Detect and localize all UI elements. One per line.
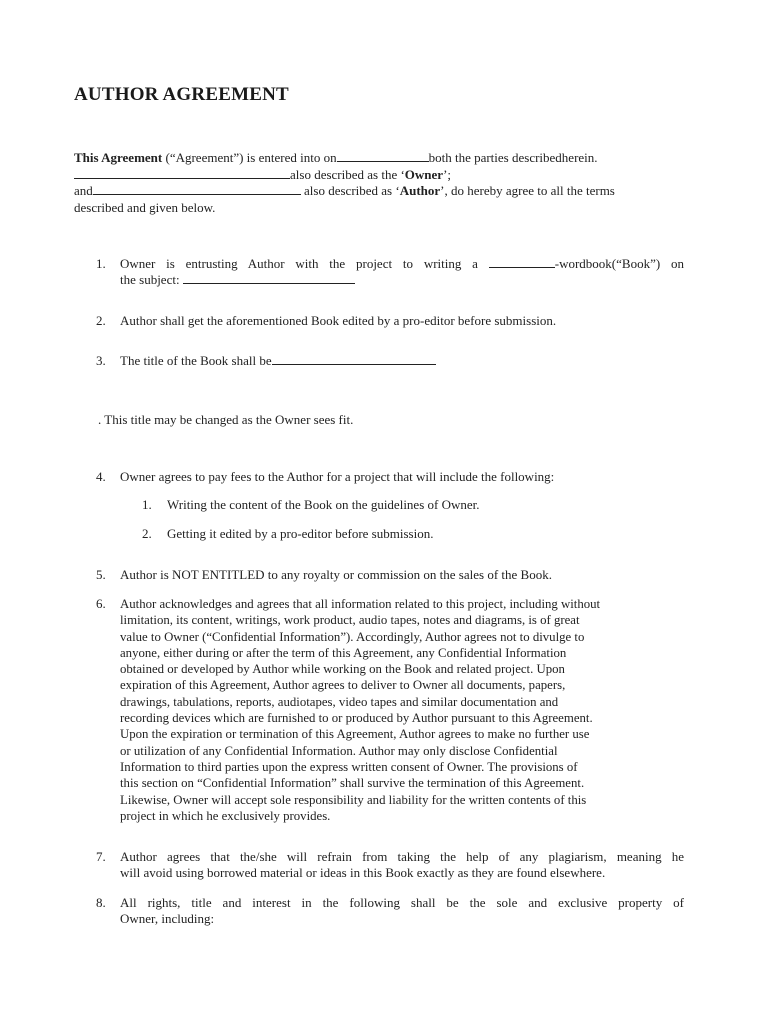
clause-line: Upon the expiration or termination of this Agreement, Author agrees to make no further use [120, 727, 590, 742]
clause-text: Owner agrees to pay fees to the Author for a project that will include the following: [120, 469, 555, 484]
clause-text: the subject: [120, 272, 180, 288]
clause-body [120, 895, 684, 928]
clause-2 [74, 313, 684, 329]
clause-number: 4. [96, 469, 106, 484]
author-name-blank [93, 183, 301, 195]
clause-text: -wordbook(“Book”) on [554, 256, 684, 271]
subclause-text: Writing the content of the Book on the guidelines of Owner. [167, 497, 480, 512]
clause-line: Author acknowledges and agrees that all information related to this project, including without [120, 597, 601, 611]
clause-number: 5. [96, 567, 106, 582]
intro-line-3 [74, 183, 674, 200]
subclause-4-1 [74, 497, 684, 513]
clause-4 [74, 469, 684, 485]
owner-name-blank [74, 167, 290, 179]
clause-line: Owner, including: [120, 911, 215, 927]
clause-line: this section on “Confidential Information” shall survive the termination of this Agreement. [120, 776, 585, 791]
clause-line: obtained or developed by Author while working on the Book and related project. Upon [120, 662, 565, 677]
clause-line: limitation, its content, writings, work product, audio tapes, notes and diagrams, is of great [120, 613, 580, 628]
clause-line: drawings, tabulations, reports, audiotapes, video tapes and similar documentation and [120, 694, 559, 709]
clause-line: Author agrees that the/she will refrain from taking the help of any plagiarism, meaning he [120, 849, 684, 864]
clause-8 [74, 895, 684, 928]
book-title-blank [272, 353, 436, 365]
clause-6 [74, 596, 684, 824]
clause-number: 6. [96, 596, 106, 611]
clause-text: The title of the Book shall be [120, 353, 272, 368]
intro-agreement-bold: This Agreement [74, 150, 163, 165]
intro-text: and [74, 183, 93, 198]
clause-body [120, 353, 684, 369]
owner-bold: Owner [404, 166, 444, 182]
intro-line-4: described and given below. [74, 199, 216, 215]
author-bold: Author [399, 183, 441, 198]
date-blank [337, 150, 429, 162]
clause-line: expiration of this Agreement, Author agrees to deliver to Owner all documents, papers, [120, 678, 566, 693]
word-count-blank [489, 256, 555, 268]
intro-paragraph [74, 150, 674, 216]
subject-blank [183, 272, 355, 284]
clause-text: Author is NOT ENTITLED to any royalty or commission on the sales of the Book. [120, 567, 552, 582]
clause-body [120, 256, 684, 289]
clause-7 [74, 849, 684, 882]
clause-line: project in which he exclusively provides. [120, 808, 331, 823]
subclause-4-2 [74, 526, 684, 542]
subclause-text: Getting it edited by a pro-editor before submission. [167, 526, 434, 541]
subclause-number: 1. [142, 497, 152, 512]
clause-number: 2. [96, 313, 106, 328]
clause-line: Information to third parties upon the express written consent of Owner. The provisions of [120, 759, 578, 774]
clause-number: 7. [96, 849, 106, 864]
intro-text: both the parties describedherein. [428, 150, 598, 165]
clause-text: Author shall get the aforementioned Book edited by a pro-editor before submission. [120, 313, 557, 328]
document-title: AUTHOR AGREEMENT [74, 84, 289, 105]
intro-text: also described as the ‘ [290, 166, 405, 182]
clause-3 [74, 353, 684, 369]
intro-line-1 [74, 150, 674, 167]
clause-line: anyone, either during or after the term of this Agreement, any Confidential Information [120, 645, 567, 660]
clause-1 [74, 256, 684, 289]
intro-text: ’, do hereby agree to all the terms [440, 183, 615, 198]
intro-text: also described as ‘ [300, 183, 400, 198]
clause-line: recording devices which are furnished to or produced by Author pursuant to this Agreement. [120, 711, 593, 726]
intro-line-2 [74, 167, 674, 184]
intro-text: ’; [443, 166, 452, 182]
clause-number: 1. [96, 256, 106, 271]
clause-line [120, 256, 684, 272]
clause-text: Owner is entrusting Author with the project to writing a [120, 256, 478, 271]
clause-line: Likewise, Owner will accept sole responsibility and liability for the written contents of this [120, 792, 587, 807]
clause-line: All rights, title and interest in the following shall be the sole and exclusive property of [120, 895, 684, 910]
title-note: . This title may be changed as the Owner sees fit. [98, 412, 354, 427]
clause-line: will avoid using borrowed material or ideas in this Book exactly as they are found elsewhere. [120, 865, 606, 881]
clause-5 [74, 567, 684, 583]
clause-line: value to Owner (“Confidential Information”). Accordingly, Author agrees not to divulge to [120, 629, 585, 644]
clause-body [120, 849, 684, 882]
subclause-number: 2. [142, 526, 152, 541]
clause-line: or utilization of any Confidential Information. Author may only disclose Confidential [120, 743, 558, 758]
clause-number: 8. [96, 895, 106, 910]
clause-line [120, 272, 684, 288]
clause-body [120, 596, 684, 824]
intro-text: (“Agreement”) is entered into on [162, 150, 337, 165]
clause-number: 3. [96, 353, 106, 368]
